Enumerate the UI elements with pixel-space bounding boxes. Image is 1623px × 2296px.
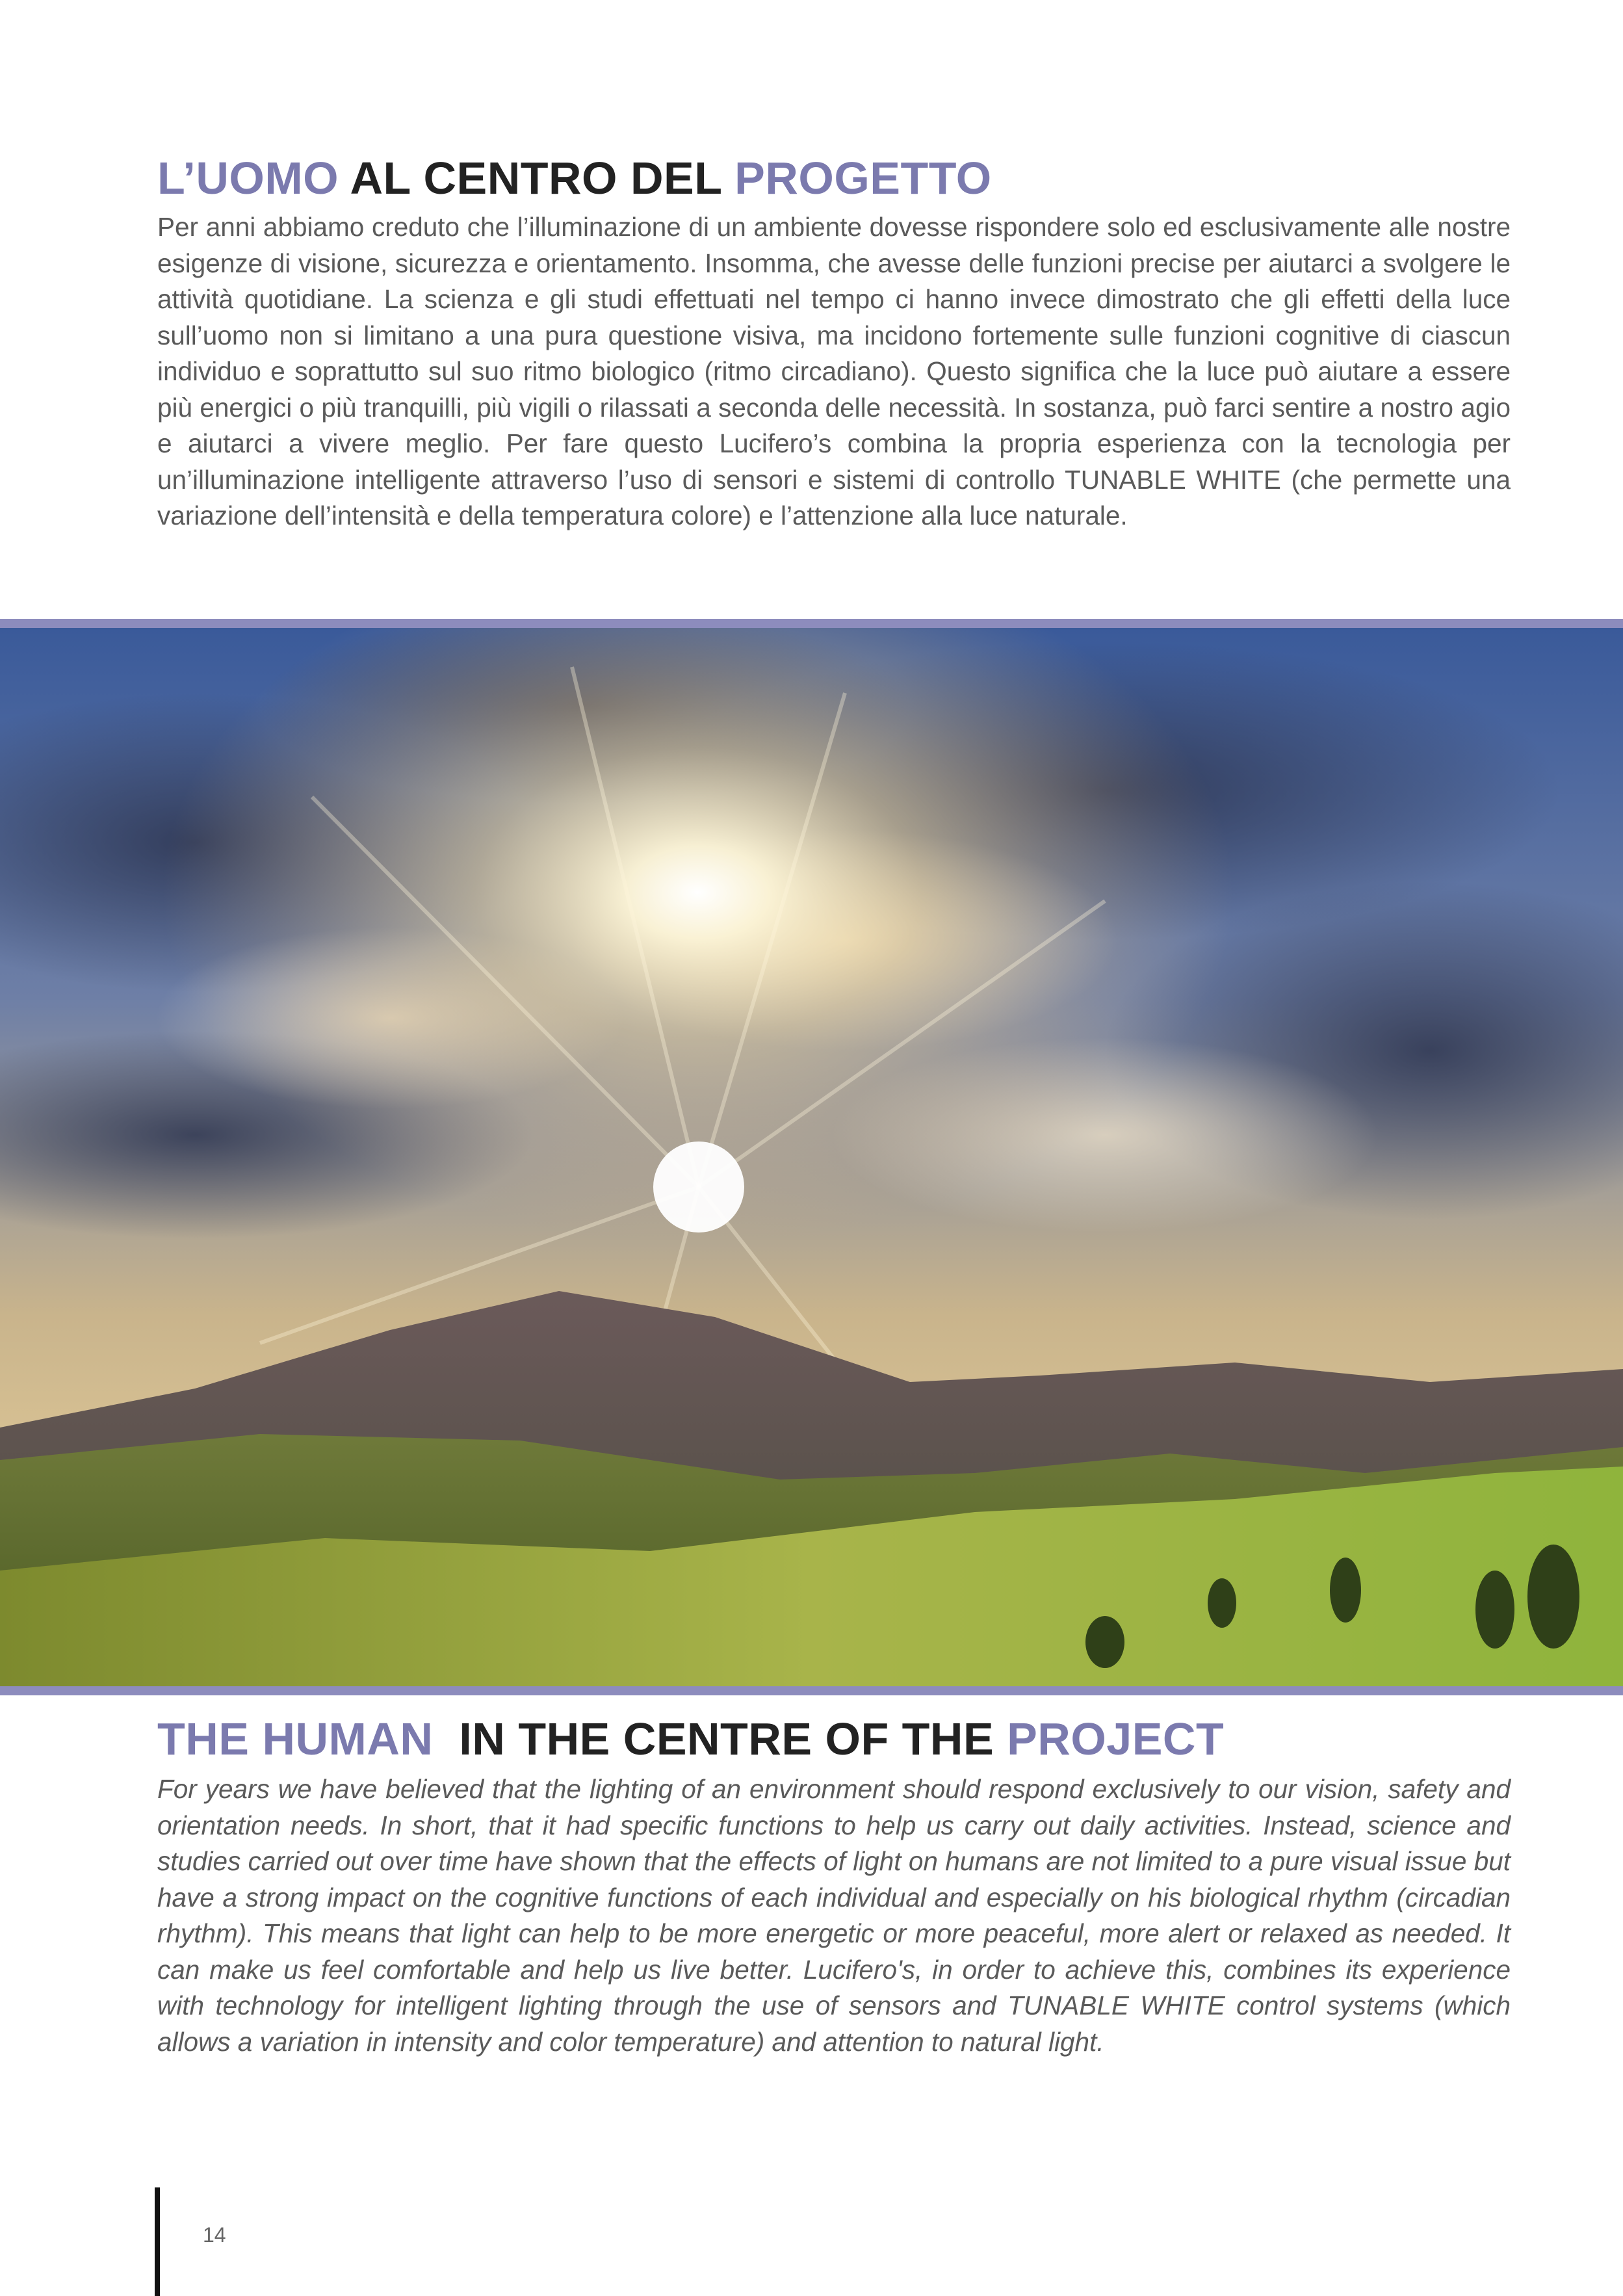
english-heading-part2: IN THE CENTRE OF THE <box>433 1714 1007 1764</box>
photo-bottom-band <box>0 1686 1623 1695</box>
english-section <box>157 1712 1511 2060</box>
sunset-mountain-landscape-icon <box>0 628 1623 1686</box>
italian-heading <box>157 151 1511 205</box>
footer-vertical-rule <box>155 2187 160 2296</box>
italian-heading-part2: AL CENTRO DEL <box>339 153 735 203</box>
english-heading <box>157 1712 1511 1766</box>
english-body-text: For years we have believed that the lighting of an environment should respond exclusively to our vision, safety and orientation needs. In short, that it had specific functions to help us carry out daily activities. Instead, science and studies carried out over time have shown that the effects of light on humans are not limited to a pure visual issue but have a strong impact on the cognitive functions of each individual and especially on his biological rhythm (circadian rhythm). This means that light can help to be more energetic or more peaceful, more alert or relaxed as needed. It can make us feel comfortable and help us live better. Lucifero's, in order to achieve this, combines its experience with technology for intelligent lighting through the use of sensors and TUNABLE WHITE control systems (which allows a variation in intensity and color temperature) and attention to natural light. <box>157 1774 1511 2057</box>
photo-top-band <box>0 619 1623 628</box>
english-heading-part1: THE HUMAN <box>157 1714 434 1764</box>
sunset-mountain-photo <box>0 628 1623 1686</box>
italian-body-text: Per anni abbiamo creduto che l’illuminazione di un ambiente dovesse rispondere solo ed esclusivamente alle nostre esigenze di visione, sicurezza e orientamento. Insomma, che avesse delle funzioni precise per aiutarci a svolgere le attività quotidiane. La scienza e gli studi effettuati nel tempo ci hanno invece dimostrato che gli effetti della luce sull’uomo non si limitano a una pura questione visiva, ma incidono fortemente sulle funzioni cognitive di ciascun individuo e soprattutto sul suo ritmo biologico (ritmo circadiano). Questo significa che la luce può aiutare a essere più energici o più tranquilli, più vigili o rilassati a seconda delle necessità. In sostanza, può farci sentire a nostro agio e aiutarci a vivere meglio. Per fare questo Lucifero’s combina la propria esperienza con la tecnologia per un’illuminazione intelligente attraverso l’uso di sensori e sistemi di controllo TUNABLE WHITE (che permette una variazione dell’intensità e della temperatura colore) e l’attenzione alla luce naturale. <box>157 212 1511 530</box>
italian-heading-part1: L’UOMO <box>157 153 339 203</box>
page-number: 14 <box>203 2223 226 2247</box>
italian-section <box>157 151 1511 534</box>
english-heading-part3: PROJECT <box>1007 1714 1225 1764</box>
italian-heading-part3: PROGETTO <box>734 153 992 203</box>
